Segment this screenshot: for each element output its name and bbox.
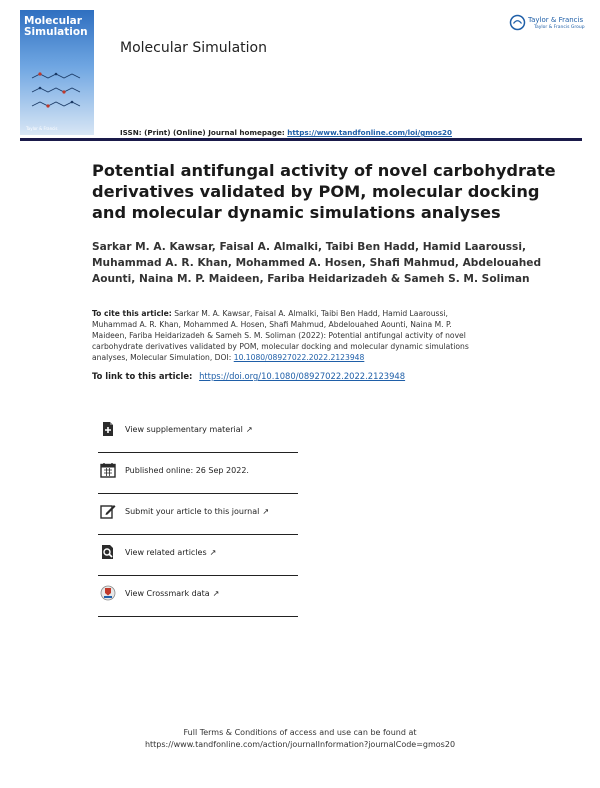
molecule-illustration-icon: [28, 68, 86, 112]
supplementary-material-link[interactable]: [98, 412, 298, 453]
cover-title: [24, 16, 94, 38]
journal-cover-image: [20, 10, 94, 135]
issn-line: [120, 128, 452, 137]
citation-text: Maideen, Fariba Heidarizadeh & Sameh S. M. Soliman (2022): Potential antifungal activity of novel: [92, 331, 466, 340]
article-doi-url[interactable]: https://doi.org/10.1080/08927022.2022.2123948: [199, 371, 406, 381]
cover-footer: Taylor & Francis: [26, 126, 58, 131]
header-divider: [20, 138, 582, 141]
doi-link[interactable]: 10.1080/08927022.2022.2123948: [233, 353, 365, 362]
title-line: and molecular dynamic simulations analyses: [92, 203, 501, 222]
action-label: Published online: 26 Sep 2022.: [125, 466, 249, 475]
cover-title-line: Molecular: [24, 15, 82, 27]
title-line: derivatives validated by POM, molecular docking: [92, 182, 540, 201]
author-list: [92, 239, 542, 287]
file-plus-icon: [100, 421, 116, 437]
link-label: To link to this article:: [92, 371, 193, 381]
cover-title-line: Simulation: [24, 26, 88, 38]
author-line: Sarkar M. A. Kawsar, Faisal A. Almalki, Taibi Ben Hadd, Hamid Laaroussi,: [92, 241, 527, 253]
related-articles-link[interactable]: [98, 535, 298, 576]
published-online-info: [98, 453, 298, 494]
edit-pencil-icon: [100, 503, 116, 519]
publisher-group: Taylor & Francis Group: [534, 25, 585, 30]
publisher-logo-icon: [509, 14, 526, 31]
article-title: [92, 160, 556, 223]
publisher-logo[interactable]: [509, 14, 589, 36]
terms-text: Full Terms & Conditions of access and use can be found at: [183, 728, 417, 737]
action-label: Submit your article to this journal: [125, 507, 260, 516]
citation-text: carbohydrate derivatives validated by POM, molecular docking and molecular dynamic simulations: [92, 342, 469, 351]
title-line: Potential antifungal activity of novel carbohydrate: [92, 161, 556, 180]
submit-article-link[interactable]: [98, 494, 298, 535]
external-link-icon: ↗: [212, 589, 220, 598]
citation-text: Muhammad A. R. Khan, Mohammed A. Hosen, Shafi Mahmud, Abdelouahed Aounti, Naina M. P.: [92, 320, 452, 329]
citation-label: To cite this article:: [92, 309, 172, 318]
journal-homepage-link[interactable]: https://www.tandfonline.com/loi/gmos20: [287, 128, 453, 137]
issn-prefix: ISSN: (Print) (Online) Journal homepage:: [120, 128, 285, 137]
external-link-icon: ↗: [209, 548, 217, 557]
crossmark-link[interactable]: [98, 576, 298, 617]
action-label: View related articles: [125, 548, 207, 557]
terms-url[interactable]: https://www.tandfonline.com/action/journalInformation?journalCode=gmos20: [144, 740, 456, 749]
journal-name: Molecular Simulation: [120, 40, 267, 56]
citation-text: analyses, Molecular Simulation, DOI:: [92, 353, 232, 362]
article-link-line: [92, 371, 405, 381]
terms-footer: [0, 727, 600, 751]
calendar-icon: [100, 462, 116, 478]
author-line: Muhammad A. R. Khan, Mohammed A. Hosen, Shafi Mahmud, Abdelouahed: [92, 257, 542, 269]
article-actions: [98, 412, 298, 617]
search-document-icon: [100, 544, 116, 560]
external-link-icon: ↗: [262, 507, 270, 516]
publisher-name: Taylor & Francis: [528, 16, 584, 24]
citation-text: Sarkar M. A. Kawsar, Faisal A. Almalki, Taibi Ben Hadd, Hamid Laaroussi,: [174, 309, 448, 318]
action-label: View Crossmark data: [125, 589, 210, 598]
action-label: View supplementary material: [125, 425, 243, 434]
author-line: Aounti, Naina M. P. Maideen, Fariba Heidarizadeh & Sameh S. M. Soliman: [92, 273, 530, 285]
crossmark-icon: [100, 585, 116, 601]
external-link-icon: ↗: [245, 425, 253, 434]
citation-block: [92, 308, 522, 363]
